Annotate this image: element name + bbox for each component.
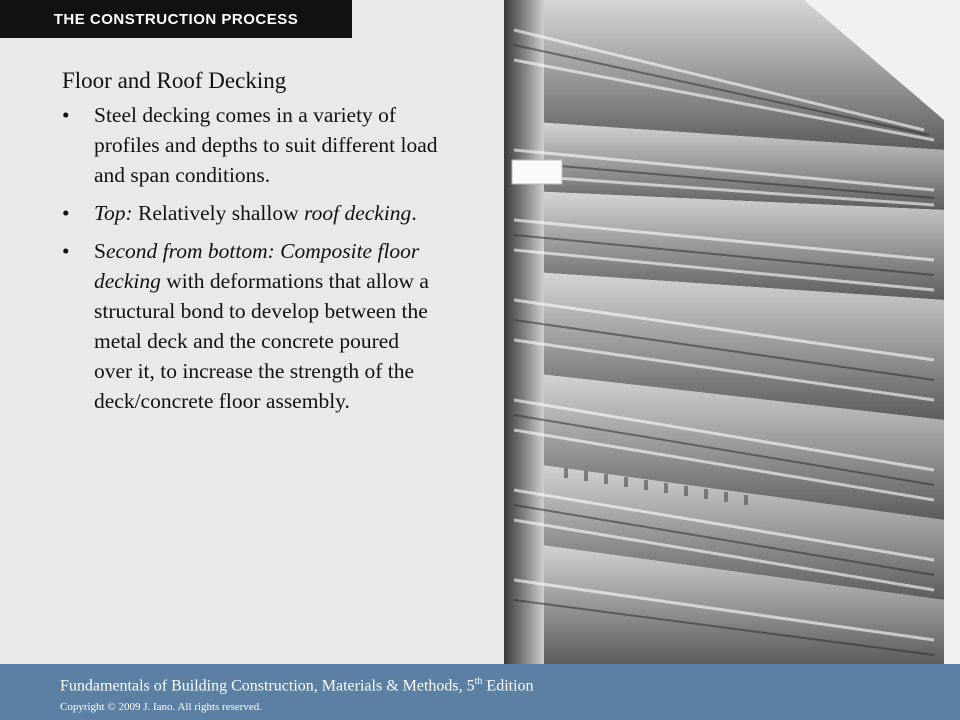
bullet-text: with deformations that allow a structural bond to develop between the metal deck and the concrete poured over it, to increase the strength of the deck/concrete floor assembly. [94,269,429,413]
bullet-text: Relatively shallow [132,201,305,225]
footer-book-suffix: Edition [482,677,534,695]
section-heading: Floor and Roof Decking [62,68,287,93]
decking-photo [504,0,960,664]
bullet-text: Steel decking comes in a variety of profiles and depths to suit different load and span conditions. [94,103,438,187]
footer-book-title [60,676,534,695]
slide-title-text: THE CONSTRUCTION PROCESS [53,10,299,28]
bullet-lead: econd from bottom: Composite floor decking [94,239,420,293]
bullet-dot-icon: • [62,201,70,225]
footer-book-sup: th [474,676,483,687]
bullet-item [62,198,442,228]
bullet-dot-icon: • [62,239,70,263]
footer-copyright: Copyright © 2009 J. Iano. All rights reserved. [60,701,263,713]
bullet-dot-icon: • [62,103,70,127]
bullet-item [62,236,442,416]
bullet-tail: . [411,201,417,225]
footer [0,664,960,720]
bullet-emphasis: roof decking [304,201,412,225]
bullet-item [62,100,442,190]
bullet-lead: Top: [94,201,133,225]
bullet-list [62,100,442,416]
footer-book-prefix: Fundamentals of Building Construction, Materials & Methods, 5 [60,677,475,695]
decking-photo-graphic [504,0,960,664]
slide-content [62,68,442,424]
slide-title [0,0,352,38]
bullet-lead-plain: S [94,239,106,263]
